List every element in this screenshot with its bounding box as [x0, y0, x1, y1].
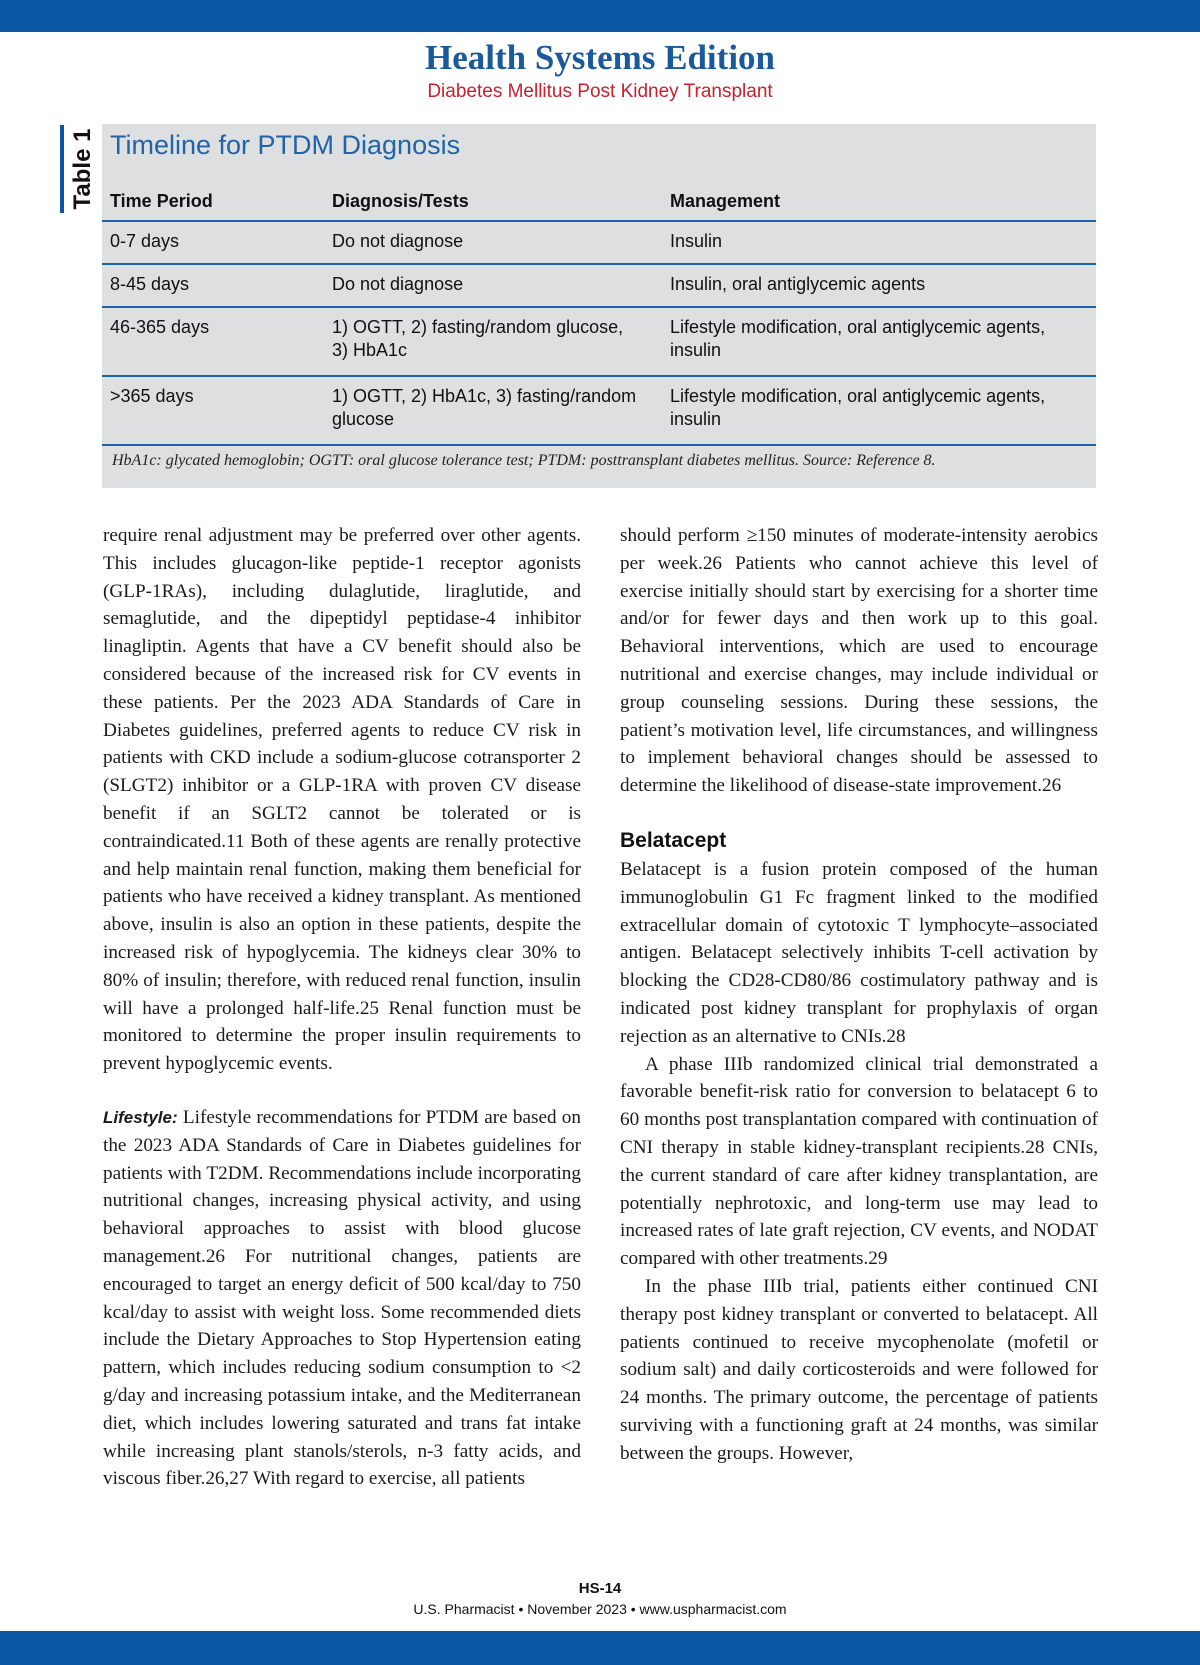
body-paragraph: require renal adjustment may be preferred over other agents. This includes glucagon-like peptide-1 receptor agonists (GLP-1RAs), including dulaglutide, liraglutide, and semaglutide, and the dipeptidyl peptidase-4 inhibitor linagliptin. Agents that have a CV benefit should also be considered because of the increased risk for CV events in these patients. Per the 2023 ADA Standards of Care in Diabetes guidelines, preferred agents to reduce CV risk in patients with CKD include a sodium-glucose cotransporter 2 (SLGT2) inhibitor or a GLP-1RA with proven CV disease benefit if an SGLT2 cannot be tolerated or is contraindicated.11 Both of these agents are renally protective and help maintain renal function, making them beneficial for patients who have received a kidney transplant. As mentioned above, insulin is also an option in these patients, despite the increased risk of hypoglycemia. The kidneys clear 30% to 80% of insulin; therefore, with reduced renal function, insulin will have a prolonged half-life.25 Renal function must be monitored to determine the proper insulin requirements to prevent hypoglycemic events.	[103, 525, 581, 1075]
table-header-row	[102, 184, 1096, 222]
bottom-color-bar	[0, 1631, 1200, 1665]
table-footnote: HbA1c: glycated hemoglobin; OGTT: oral glucose tolerance test; PTDM: posttransplant diabetes mellitus. Source: Reference 8.	[112, 452, 936, 469]
table-row	[102, 377, 1096, 446]
table-cell: 0-7 days	[110, 231, 180, 251]
table-cell: 46-365 days	[110, 317, 210, 337]
table-cell: Lifestyle modification, oral antiglycemic agents, insulin	[670, 317, 1046, 360]
table-cell: >365 days	[110, 386, 194, 406]
column-header: Management	[670, 191, 781, 211]
table-cell: Lifestyle modification, oral antiglycemic agents, insulin	[670, 386, 1046, 429]
section-heading: Belatacept	[620, 828, 727, 852]
table-label	[60, 125, 98, 213]
table-cell: 1) OGTT, 2) HbA1c, 3) fasting/random glucose	[332, 386, 637, 429]
table-cell: Do not diagnose	[332, 274, 464, 294]
column-header: Diagnosis/Tests	[332, 191, 469, 211]
table-cell: Do not diagnose	[332, 231, 464, 251]
body-paragraph: Belatacept is a fusion protein composed of the human immunoglobulin G1 Fc fragment linked to the modified extracellular domain of cytotoxic T lymphocyte–associated antigen. Belatacept selectively inhibits T-cell activation by blocking the CD28-CD80/86 costimulatory pathway and is indicated post kidney transplant for prophylaxis of organ rejection as an alternative to CNIs.28	[620, 858, 1098, 1047]
body-paragraph: In the phase IIIb trial, patients either continued CNI therapy post kidney transplant or converted to belatacept. All patients continued to receive mycophenolate (mofetil or sodium salt) and daily corticosteroids and were followed for 24 months. The primary outcome, the percentage of patients surviving with a functioning graft at 24 months, was similar between the groups. However,	[620, 1275, 1098, 1464]
body-paragraph: should perform ≥150 minutes of moderate-intensity aerobics per week.26 Patients who cannot achieve this level of exercise initially should start by exercising for a shorter time and/or for fewer days and then work up to this goal. Behavioral interventions, which are used to encourage nutritional and exercise changes, may include individual or group counseling sessions. During these sessions, the patient’s motivation level, life circumstances, and willingness to implement behavioral changes should be assessed to determine the likelihood of disease-state improvement.26	[620, 525, 1098, 797]
table-cell: Insulin, oral antiglycemic agents	[670, 274, 926, 294]
table-1	[102, 124, 1096, 488]
lifestyle-paragraph	[103, 1104, 581, 1493]
body-paragraph: A phase IIIb randomized clinical trial demonstrated a favorable benefit-risk ratio for conversion to belatacept 6 to 60 months post transplantation compared with continuation of CNI therapy in stable kidney-transplant recipients.28 CNIs, the current standard of care after kidney transplantation, are potentially nephrotoxic, and long-term use may lead to increased rates of late graft rejection, CV events, and NODAT compared with other treatments.29	[620, 1053, 1098, 1270]
table-row	[102, 222, 1096, 265]
table-title: Timeline for PTDM Diagnosis	[110, 130, 461, 160]
runin-heading: Lifestyle:	[103, 1107, 178, 1127]
top-color-bar	[0, 0, 1200, 32]
table-label-text: Table 1	[69, 128, 96, 210]
publication-info: U.S. Pharmacist • November 2023 • www.uspharmacist.com	[413, 1601, 787, 1617]
body-text: Lifestyle recommendations for PTDM are based on the 2023 ADA Standards of Care in Diabetes guidelines for patients with T2DM. Recommendations include incorporating nutritional changes, increasing physical activity, and using behavioral approaches to assist with blood glucose management.26 For nutritional changes, patients are encouraged to target an energy deficit of 500 kcal/day to 750 kcal/day to assist with weight loss. Some recommended diets include the Dietary Approaches to Stop Hypertension eating pattern, which includes reducing sodium consumption to <2 g/day and increasing potassium intake, and the Mediterranean diet, which includes lowering saturated and trans fat intake while increasing plant stanols/sterols, n-3 fatty acids, and viscous fiber.26,27 With regard to exercise, all patients	[103, 1106, 581, 1490]
table-cell: 8-45 days	[110, 274, 190, 294]
edition-title: Health Systems Edition	[424, 38, 776, 77]
table-cell: 1) OGTT, 2) fasting/random glucose, 3) HbA1c	[332, 317, 624, 360]
table-cell: Insulin	[670, 231, 723, 251]
article-subtitle: Diabetes Mellitus Post Kidney Transplant	[427, 81, 773, 102]
column-header: Time Period	[110, 191, 213, 211]
page-number: HS-14	[578, 1580, 622, 1597]
right-text-column	[620, 522, 1098, 1468]
table-row	[102, 265, 1096, 308]
table-row	[102, 308, 1096, 377]
left-text-column	[103, 522, 581, 1493]
